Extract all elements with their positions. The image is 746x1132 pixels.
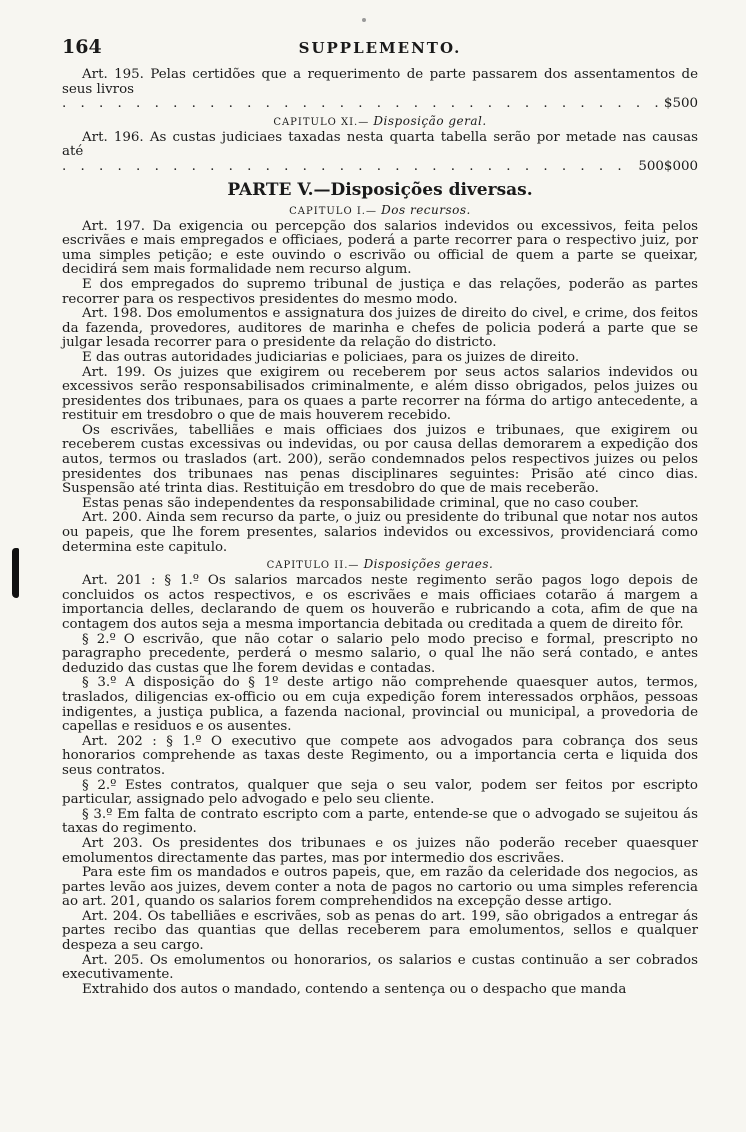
article-195-amount: $500: [663, 96, 698, 112]
paragraph: Art. 202 : § 1.º O executivo que compete aos advogados para cobrança dos seus honorarios comprehende as taxas deste Regimento, ou a importancia certa e liquida dos seus contratos.: [62, 733, 698, 778]
paragraph: Os escrivães, tabelliães e mais officiaes dos juizos e tribunaes, que exigirem ou receberem custas excessivas ou indevidas, ou por causa dellas demorarem a expedição dos autos, termos ou traslados (art. 200), serão condemnados pelos respectivos juizes ou pelos presidentes dos tribunaes nas penas disciplinares seguintes: Prisão até cinco dias. Suspensão até trinta dias. Restituição em tresdobro do que de mais receberão.: [62, 422, 698, 497]
print-speck: [362, 18, 366, 22]
paragraph: § 2.º O escrivão, que não cotar o salario pelo modo preciso e formal, prescripto no paragrapho precedente, perderá o mesmo salario, o qual lhe não será contado, e antes deduzido das custas que lhe forem devidas e contadas.: [62, 631, 698, 676]
paragraph: Art 203. Os presidentes dos tribunaes e os juizes não poderão receber quaesquer emolumentos directamente das partes, mas por intermedio dos escrivães.: [62, 835, 698, 866]
paragraph: Art. 199. Os juizes que exigirem ou receberem por seus actos salarios indevidos ou excessivos serão responsabilisados criminalmente, e além disso obrigados, pelos juizes ou presidentes dos tribunaes, para os quaes a parte recorrer na fórma do artigo antecedente, a restituir em tresdobro o que de mais houverem recebido.: [62, 364, 698, 424]
margin-ink-mark: [12, 548, 19, 598]
article-196-amount-row: [62, 160, 698, 175]
chapter-2-label: CAPITULO II.—: [266, 560, 360, 572]
paragraph: § 3.º Em falta de contrato escripto com a parte, entende-se que o advogado se sujeitou ás taxas do regimento.: [62, 806, 698, 837]
part-5-heading: PARTE V.—Disposições diversas.: [227, 179, 533, 200]
paragraph: Art. 197. Da exigencia ou percepção dos salarios indevidos ou excessivos, feita pelos escrivães e mais empregados e officiaes, poderá a parte recorrer para o respectivo juiz, por uma simples petição; e este ouvindo o escrivão ou official de quem a parte se queixar, decidirá sem mais formalidade nem recurso algum.: [62, 218, 698, 278]
running-title: SUPPLEMENTO.: [298, 39, 462, 57]
paragraph: E das outras autoridades judiciarias e policiaes, para os juizes de direito.: [82, 349, 580, 365]
article-195-text: Art. 195. Pelas certidões que a requerimento de parte passarem dos assentamentos de seus livros: [62, 67, 698, 97]
chapter-11-label: CAPITULO XI.—: [273, 116, 370, 128]
chapter-11-title: Disposição geral.: [373, 113, 487, 128]
paragraph: Estas penas são independentes da responsabilidade criminal, que no caso couber.: [82, 495, 639, 511]
paragraph: Art. 205. Os emolumentos ou honorarios, os salarios e custas continuão a ser cobrados executivamente.: [62, 952, 698, 983]
paragraph: § 2.º Estes contratos, qualquer que seja o seu valor, podem ser feitos por escripto particular, assignado pelo advogado e pelo seu cliente.: [62, 777, 698, 808]
paragraph: E dos empregados do supremo tribunal de justiça e das relações, poderão as partes recorrer para os respectivos presidentes do mesmo modo.: [62, 276, 698, 307]
page-header: [62, 36, 698, 60]
chapter-1-label: CAPITULO I.—: [289, 205, 377, 217]
chapter-2-title: Disposições geraes.: [363, 557, 494, 572]
chapter-11-heading: [62, 115, 698, 129]
article-195-amount-row: [62, 97, 698, 112]
chapter-2-heading: [62, 558, 698, 572]
article-196-amount: 500$000: [638, 158, 698, 174]
paragraph: Art. 201 : § 1.º Os salarios marcados neste regimento serão pagos logo depois de concluidos os actos respectivos, e os escrivães e mais officiaes cotarão á margem a importancia delles, declarando de quem os houverão e rubricando a cota, afim de que na contagem dos autos seja a mesma importancia debitada ou creditada a quem de direito fôr.: [62, 573, 698, 632]
chapter-1-title: Dos recursos.: [381, 202, 471, 217]
paragraph: Art. 204. Os tabelliães e escrivães, sob as penas do art. 199, são obrigados a entregar ás partes recibo das quantias que dellas receberem para emolumentos, sellos e qualquer despeza a seu cargo.: [62, 908, 698, 954]
dot-leader: [62, 160, 634, 175]
paragraph: Art. 198. Dos emolumentos e assignatura dos juizes de direito do civel, e crime, dos feitos da fazenda, provedores, auditores de marinha e chefes de policia poderá a parte que se julgar lesada recorrer para o presidente da relação do districto.: [62, 306, 698, 351]
chapter-1-heading: [62, 204, 698, 218]
dot-leader: [62, 97, 660, 112]
paragraph: Extrahido dos autos o mandado, contendo a sentença ou o despacho que manda: [82, 981, 627, 997]
paragraph: Art. 200. Ainda sem recurso da parte, o juiz ou presidente do tribunal que notar nos autos ou papeis, que lhe forem presentes, salarios indevidos ou excessivos, providenciará como determina este capitulo.: [62, 510, 698, 555]
article-196-text: Art. 196. As custas judiciaes taxadas nesta quarta tabella serão por metade nas causas até: [62, 129, 698, 160]
paragraph: Para este fim os mandados e outros papeis, que, em razão da celeridade dos negocios, as partes levão aos juizes, devem conter a nota de pagos no cartorio ou uma simples referencia ao art. 201, quando os salarios forem comprehendidos na excepção desse artigo.: [62, 865, 698, 910]
paragraph: § 3.º A disposição do § 1º deste artigo não comprehende quaesquer autos, termos, traslados, diligencias ex-officio ou em cuja expedição forem interessados orphãos, pessoas indigentes, a justiça publica, a fazenda nacional, provincial ou municipal, a provedoria de capellas e residuos e os ausentes.: [62, 675, 698, 735]
page-number: 164: [62, 36, 102, 58]
document-page: [62, 36, 698, 997]
